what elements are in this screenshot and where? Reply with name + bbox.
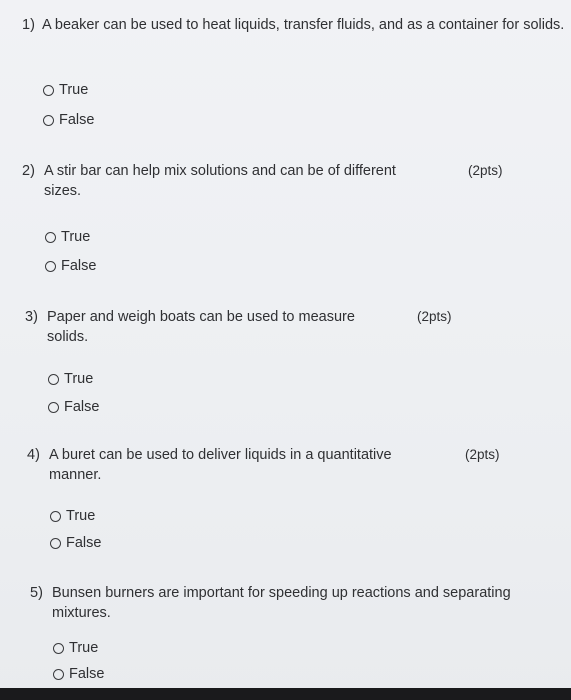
radio-button-icon[interactable]	[43, 85, 54, 96]
radio-button-icon[interactable]	[45, 261, 56, 272]
option-label: True	[61, 229, 91, 245]
radio-button-icon[interactable]	[43, 115, 54, 126]
option-true[interactable]	[50, 506, 95, 526]
option-false[interactable]	[45, 256, 96, 276]
option-label: True	[66, 508, 96, 524]
option-label: False	[64, 399, 100, 415]
question-number: 4)	[27, 447, 40, 463]
question-text: A buret can be used to deliver liquids in a quantitative manner.	[49, 447, 392, 483]
radio-button-icon[interactable]	[48, 374, 59, 385]
option-false[interactable]	[50, 533, 101, 553]
question-text: A stir bar can help mix solutions and can be of different sizes.	[44, 163, 396, 199]
question-number: 3)	[25, 309, 38, 325]
question-points: (2pts)	[417, 309, 452, 324]
question-number: 1)	[22, 17, 35, 33]
option-label: True	[69, 640, 99, 656]
question-text: Paper and weigh boats can be used to measure solids.	[47, 309, 355, 345]
option-label: False	[66, 535, 102, 551]
bottom-edge-bar	[0, 688, 571, 700]
option-label: True	[64, 371, 94, 387]
option-false[interactable]	[43, 110, 94, 130]
question-points: (2pts)	[468, 163, 503, 178]
option-false[interactable]	[53, 664, 104, 684]
option-label: False	[59, 112, 95, 128]
radio-button-icon[interactable]	[50, 511, 61, 522]
option-true[interactable]	[53, 638, 98, 658]
radio-button-icon[interactable]	[53, 669, 64, 680]
option-label: False	[61, 258, 97, 274]
option-label: True	[59, 82, 89, 98]
question-text: A beaker can be used to heat liquids, transfer fluids, and as a container for solids.	[42, 17, 565, 33]
radio-button-icon[interactable]	[45, 232, 56, 243]
option-label: False	[69, 666, 105, 682]
question-text: Bunsen burners are important for speeding up reactions and separating mixtures.	[52, 585, 511, 621]
option-false[interactable]	[48, 397, 99, 417]
radio-button-icon[interactable]	[50, 538, 61, 549]
option-true[interactable]	[45, 227, 90, 247]
option-true[interactable]	[43, 80, 88, 100]
question-number: 5)	[30, 585, 43, 601]
radio-button-icon[interactable]	[48, 402, 59, 413]
question-points: (2pts)	[465, 447, 500, 462]
radio-button-icon[interactable]	[53, 643, 64, 654]
option-true[interactable]	[48, 369, 93, 389]
question-number: 2)	[22, 163, 35, 179]
